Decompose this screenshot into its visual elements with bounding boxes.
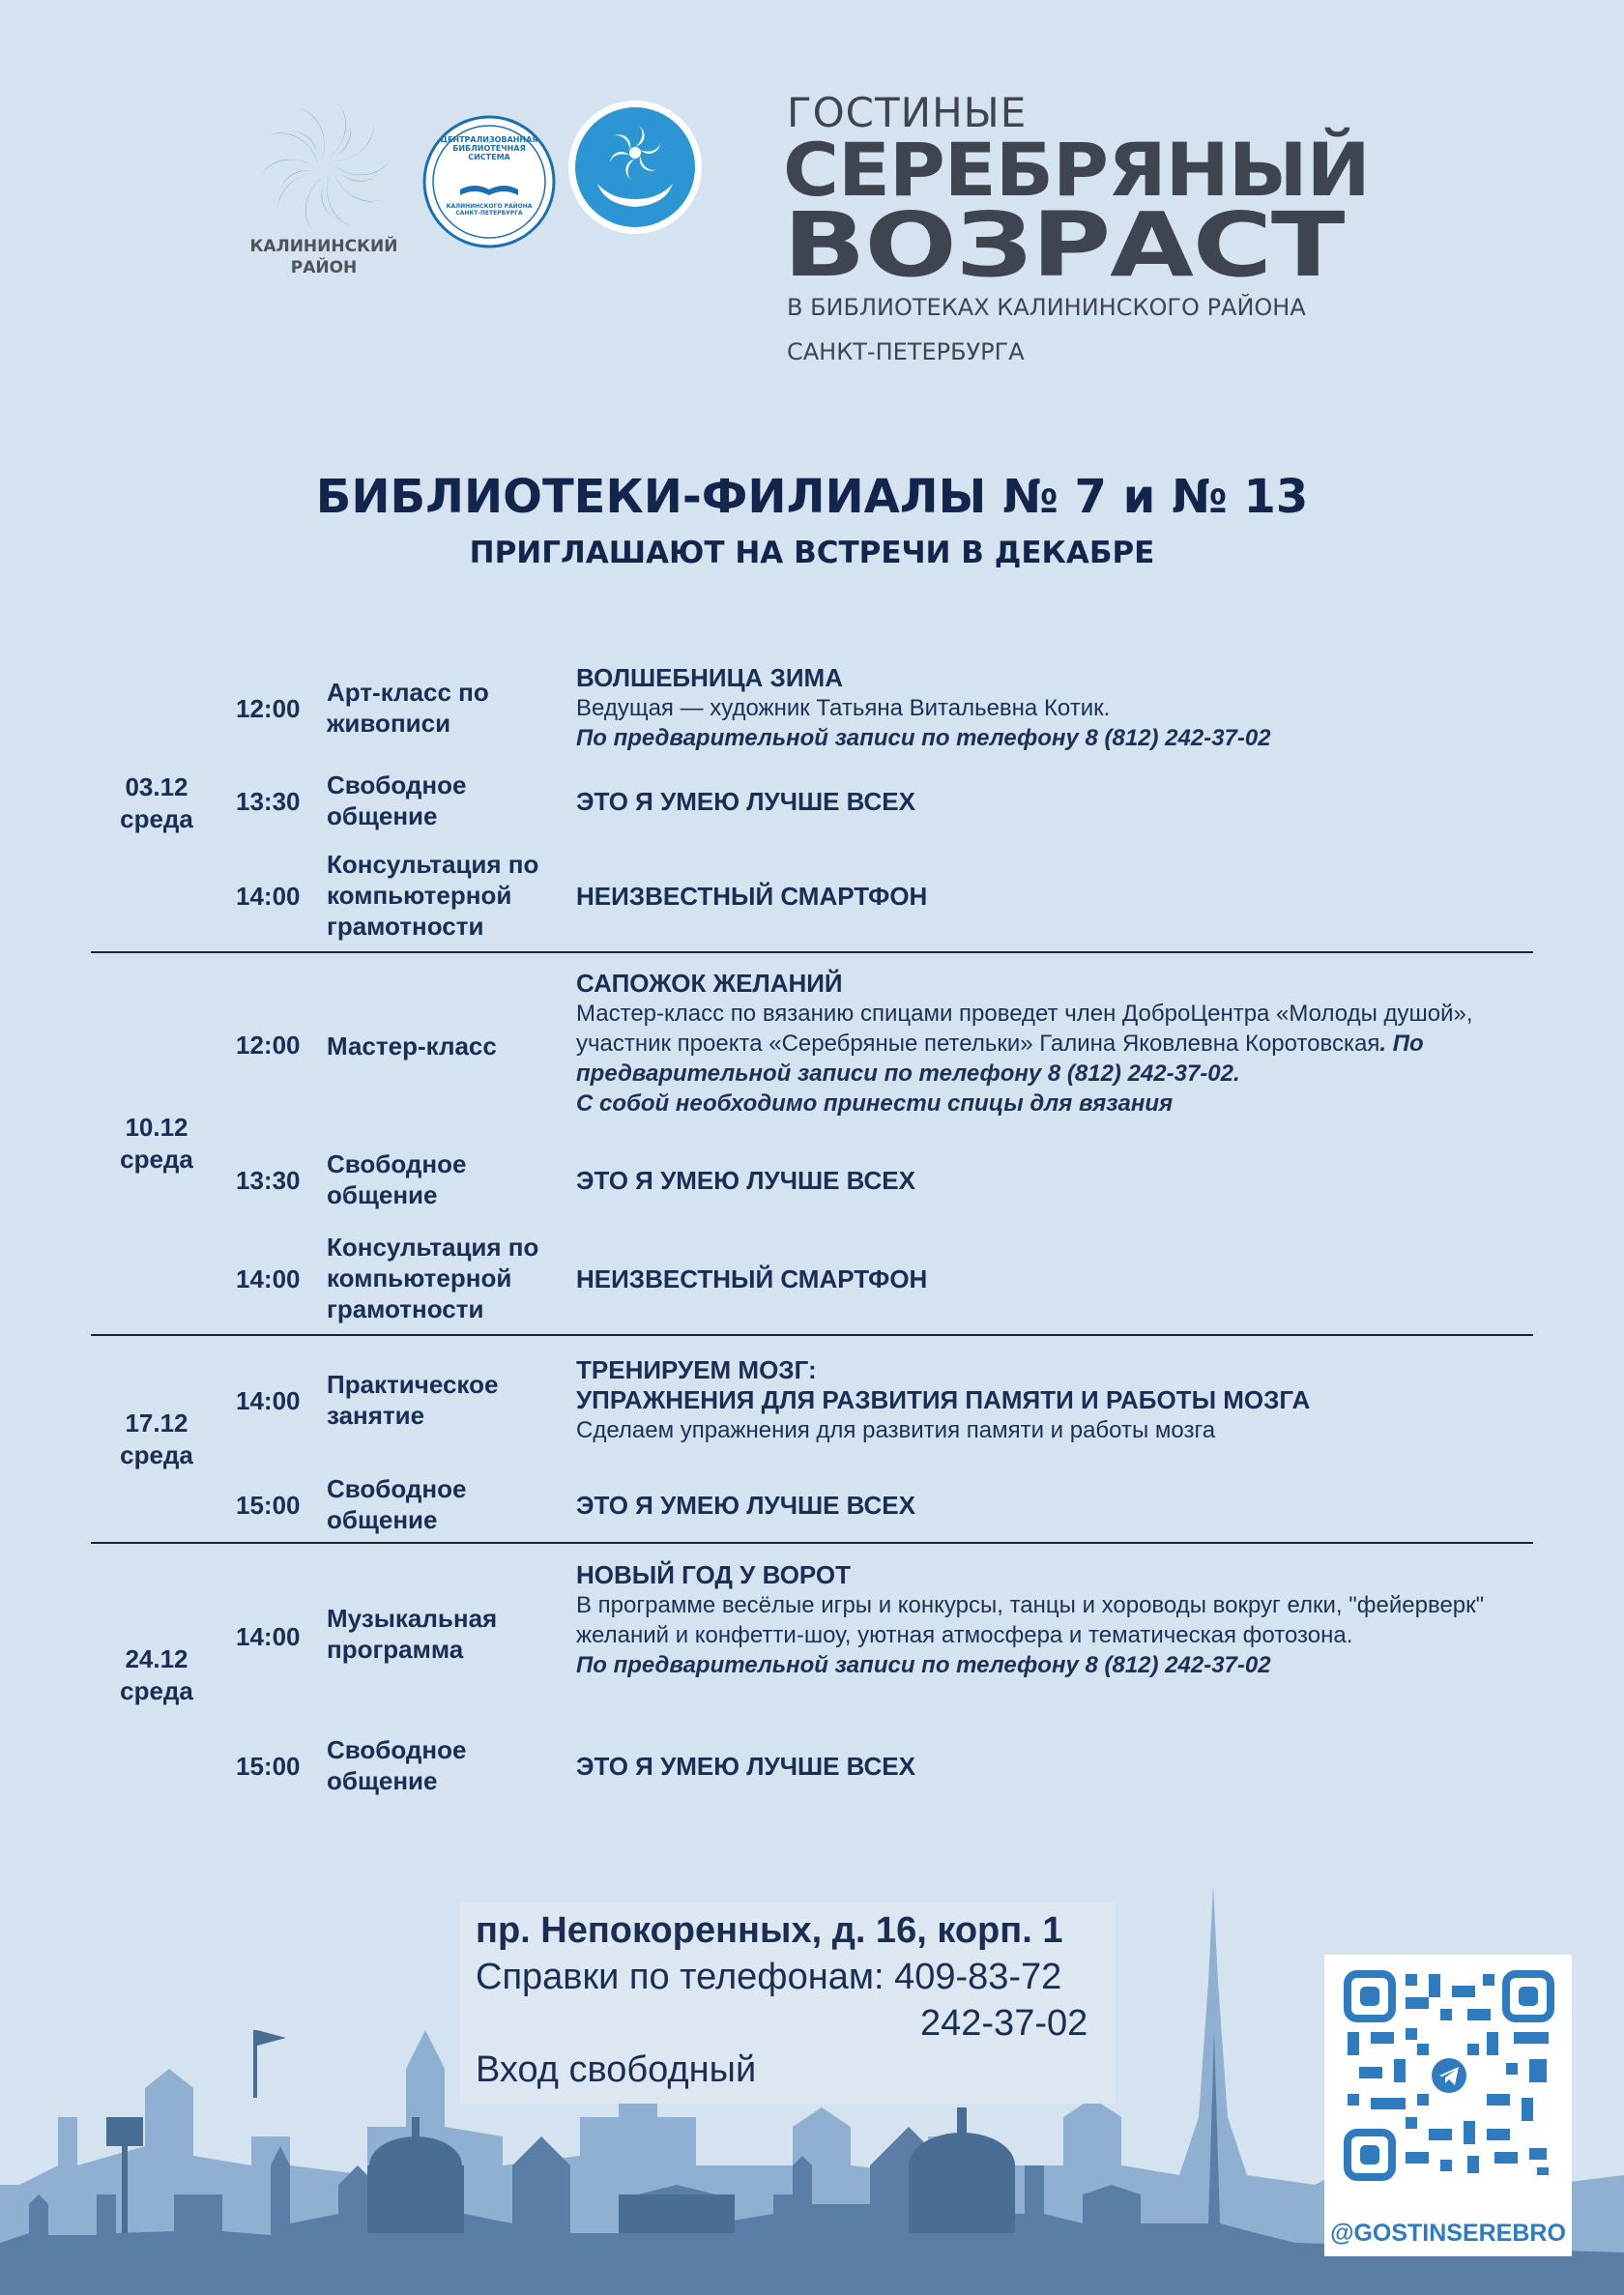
- event-title: ВОЛШЕБНИЦА ЗИМА: [576, 663, 843, 692]
- brand-title-line1: СЕРЕБРЯНЫЙ: [783, 127, 1370, 213]
- event-type: Арт-класс по живописи: [327, 678, 489, 738]
- event-note: По предварительной записи по телефону 8 (812) 242-37-02: [576, 725, 1271, 751]
- event-time: 12:00: [236, 694, 301, 723]
- event-type: Свободное общение: [327, 770, 467, 830]
- brand-subtitle-1: В БИБЛИОТЕКАХ КАЛИНИНСКОГО РАЙОНА: [787, 294, 1306, 321]
- brand-subtitle-2: САНКТ-ПЕТЕРБУРГА: [787, 338, 1025, 365]
- qr-code[interactable]: [1342, 1968, 1556, 2183]
- section-divider: [91, 951, 1533, 953]
- event-time: 13:30: [236, 1166, 301, 1195]
- event-note: . По предварительной записи по телефону 8 (812) 242-37-02.: [576, 1031, 1424, 1087]
- event-description: [576, 1264, 1552, 1294]
- address: пр. Непокоренных, д. 16, корп. 1: [476, 1910, 1063, 1951]
- date-label: 17.12 среда: [120, 1409, 193, 1469]
- event-time: 12:00: [236, 1031, 301, 1060]
- event-title: НЕИЗВЕСТНЫЙ СМАРТФОН: [576, 882, 928, 911]
- event-time: 14:00: [236, 882, 301, 911]
- event-title: НЕИЗВЕСТНЫЙ СМАРТФОН: [576, 1264, 928, 1293]
- event-title: ЭТО Я УМЕЮ ЛУЧШЕ ВСЕХ: [576, 1491, 915, 1520]
- brand-title-line2: ВОЗРАСТ: [783, 193, 1345, 297]
- event-type: Консультация по компьютерной грамотности: [327, 850, 539, 941]
- library-system-logo: [421, 114, 557, 249]
- event-note: С собой необходимо принести спицы для вязания: [576, 1090, 1174, 1117]
- event-description: [576, 1752, 1552, 1782]
- phone-2: 242-37-02: [920, 2003, 1088, 2044]
- event-description: ВОЛШЕБНИЦА ЗИМА Ведущая — художник Татьяна Витальевна Котик. По предварительной записи по телефону 8 (812) 242-37-02: [576, 663, 1552, 753]
- event-description: [576, 882, 1552, 912]
- event-title: САПОЖОК ЖЕЛАНИЙ: [576, 969, 843, 998]
- event-title-line2: УПРАЖНЕНИЯ ДЛЯ РАЗВИТИЯ ПАМЯТИ И РАБОТЫ МОЗГА: [576, 1385, 1311, 1414]
- telegram-icon: [1428, 2054, 1470, 2097]
- event-description: ТРЕНИРУЕМ МОЗГ: УПРАЖНЕНИЯ ДЛЯ РАЗВИТИЯ ПАМЯТИ И РАБОТЫ МОЗГА Сделаем упражнения для развития памяти и работы мозга: [576, 1355, 1552, 1445]
- page-subtitle: ПРИГЛАШАЮТ НА ВСТРЕЧИ В ДЕКАБРЕ: [469, 536, 1155, 570]
- event-title: ЭТО Я УМЕЮ ЛУЧШЕ ВСЕХ: [576, 1166, 915, 1195]
- event-time: 13:30: [236, 787, 301, 816]
- library-system-logo-text: ЦЕНТРАЛИЗОВАННАЯ БИБЛИОТЕЧНАЯ СИСТЕМА: [440, 135, 538, 161]
- event-type: Свободное общение: [327, 1735, 467, 1795]
- event-type: Мастер-класс: [327, 1031, 497, 1060]
- entry-info: Вход свободный: [476, 2049, 757, 2090]
- event-description: [576, 1166, 1552, 1196]
- brand-small-title: ГОСТИНЫЕ: [787, 89, 1028, 136]
- event-title: НОВЫЙ ГОД У ВОРОТ: [576, 1560, 852, 1589]
- kalininsky-district-logo: [255, 97, 396, 238]
- event-description: [576, 787, 1552, 817]
- date-label: 10.12 среда: [120, 1113, 193, 1174]
- event-title: ЭТО Я УМЕЮ ЛУЧШЕ ВСЕХ: [576, 1752, 915, 1781]
- phones-label: Справки по телефонам: 409-83-72: [476, 1957, 1062, 1997]
- event-time: 15:00: [236, 1752, 301, 1781]
- library-system-logo-subtext: КАЛИНИНСКОГО РАЙОНА САНКТ-ПЕТЕРБУРГА: [446, 203, 533, 217]
- event-title: ТРЕНИРУЕМ МОЗГ:: [576, 1355, 817, 1384]
- section-divider: [91, 1334, 1533, 1336]
- event-description: САПОЖОК ЖЕЛАНИЙ Мастер-класс по вязанию спицами проведет член ДоброЦентра «Молоды душой», участник проекта «Серебряные петельки» Галина Яковлевна Коротовская. По предварительной записи по телефону 8 (812) 242-37-02. С собой необходимо принести спицы для вязания: [576, 969, 1552, 1118]
- event-type: Свободное общение: [327, 1474, 467, 1534]
- event-type: Музыкальная программа: [327, 1604, 498, 1664]
- event-time: 14:00: [236, 1264, 301, 1293]
- social-center-logo: [566, 99, 704, 236]
- event-time: 14:00: [236, 1622, 301, 1651]
- kalininsky-logo-text: КАЛИНИНСКИЙ РАЙОН: [249, 237, 398, 277]
- date-label: 24.12 среда: [120, 1644, 193, 1705]
- page-title: БИБЛИОТЕКИ-ФИЛИАЛЫ № 7 и № 13: [315, 470, 1309, 524]
- event-description: НОВЫЙ ГОД У ВОРОТ В программе весёлые игры и конкурсы, танцы и хороводы вокруг елки, "фейерверк" желаний и конфетти-шоу, уютная атмосфера и тематическая фотозона. По предварительной записи по телефону 8 (812) 242-37-02: [576, 1560, 1552, 1680]
- event-type: Консультация по компьютерной грамотности: [327, 1233, 539, 1323]
- event-title: ЭТО Я УМЕЮ ЛУЧШЕ ВСЕХ: [576, 787, 915, 816]
- event-type: Свободное общение: [327, 1149, 467, 1209]
- event-note: По предварительной записи по телефону 8 (812) 242-37-02: [576, 1652, 1271, 1678]
- telegram-handle[interactable]: @GOSTINSEREBRO: [1330, 2220, 1566, 2247]
- event-description: [576, 1491, 1552, 1521]
- event-time: 15:00: [236, 1491, 301, 1520]
- section-divider: [91, 1542, 1533, 1544]
- event-type: Практическое занятие: [327, 1370, 499, 1430]
- event-time: 14:00: [236, 1386, 301, 1415]
- date-label: 03.12 среда: [120, 772, 193, 833]
